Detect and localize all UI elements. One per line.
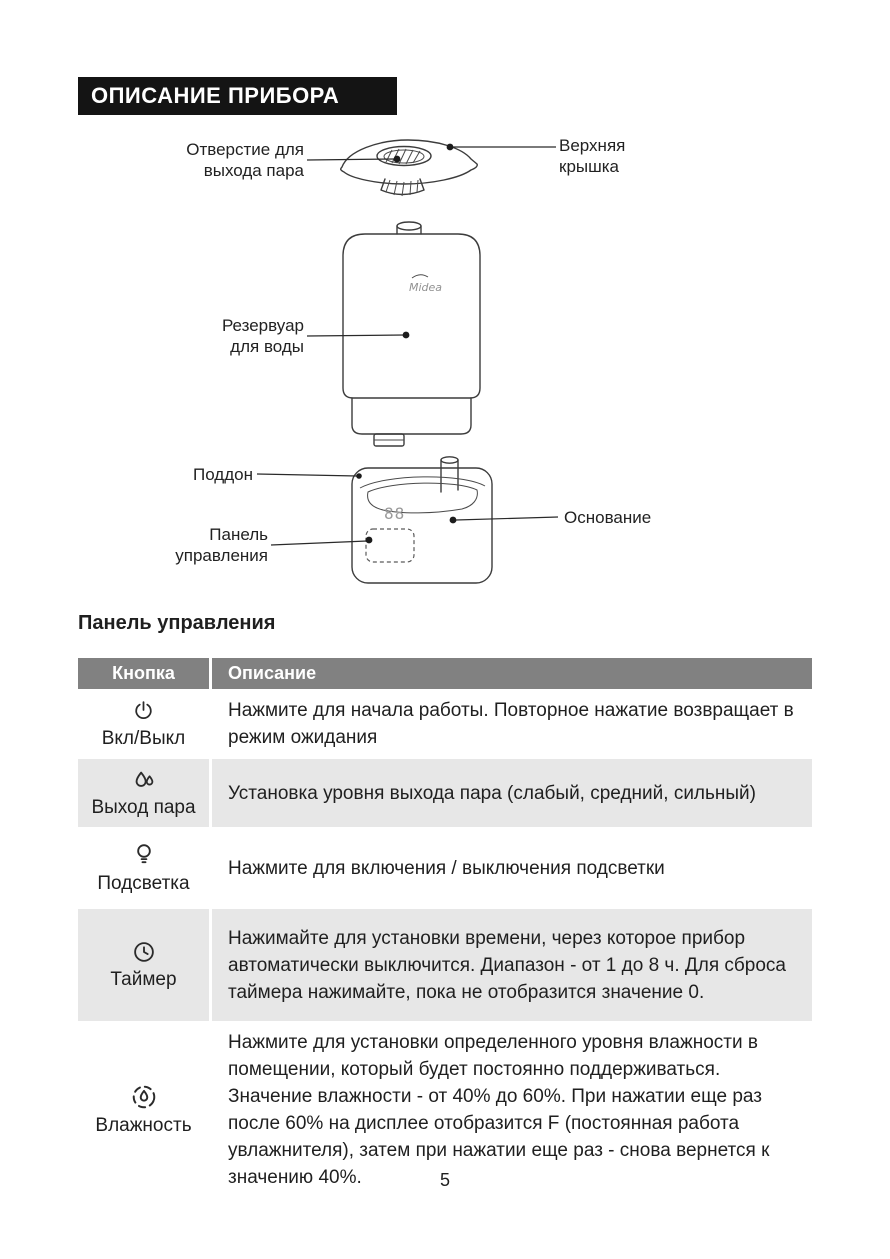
humidifier-illustration bbox=[0, 120, 890, 605]
button-label: Влажность bbox=[95, 1115, 192, 1136]
section-banner bbox=[78, 77, 397, 115]
steam-output-icon bbox=[130, 767, 157, 793]
button-description: Нажимайте для установки времени, через которое прибор автоматически выключится. Диапазон - от 1 до 8 ч. Для сброса таймера нажимайте, пока не отобразится значение 0. bbox=[228, 927, 786, 1003]
led-display: 88 bbox=[384, 504, 406, 523]
page-number: 5 bbox=[439, 1170, 450, 1190]
description-cell bbox=[212, 689, 812, 759]
section-title: Панель управления bbox=[78, 612, 276, 634]
power-icon bbox=[131, 699, 156, 724]
table-row bbox=[78, 909, 812, 1021]
table-row bbox=[78, 759, 812, 827]
device-diagram bbox=[0, 120, 890, 605]
timer-icon bbox=[131, 939, 157, 965]
button-label: Вкл/Выкл bbox=[101, 727, 186, 749]
label-steam-outlet: Отверстие для выхода пара bbox=[186, 140, 304, 180]
control-panel-area bbox=[366, 529, 414, 562]
water-tank-drawing bbox=[343, 222, 480, 446]
description-cell bbox=[212, 909, 812, 1021]
label-tray: Поддон bbox=[193, 465, 253, 484]
button-label: Таймер bbox=[110, 969, 177, 990]
table-header-row bbox=[78, 658, 812, 689]
button-cell bbox=[78, 759, 212, 827]
brand-logo: Midea bbox=[409, 281, 443, 294]
control-panel-table bbox=[78, 658, 812, 1199]
button-label: Выход пара bbox=[91, 797, 196, 818]
label-base: Основание bbox=[564, 508, 652, 527]
mist-tube bbox=[441, 457, 458, 463]
description-cell bbox=[212, 827, 812, 909]
button-cell bbox=[78, 827, 212, 909]
button-description: Нажмите для включения / выключения подсветки bbox=[228, 857, 665, 879]
light-icon bbox=[131, 841, 157, 869]
button-description: Нажмите для начала работы. Повторное нажатие возвращает в режим ожидания bbox=[228, 700, 794, 748]
table-row bbox=[78, 689, 812, 759]
button-description: Нажмите для установки определенного уровня влажности в помещении, который будет постоянно поддерживаться. Значение влажности - от 40% до 60%. При нажатии еще раз после 60% на дисплее отобразится F (постоянная работа увлажнителя), затем при нажатии еще раз - снова вернется к значению 40%. bbox=[228, 1032, 770, 1188]
button-label: Подсветка bbox=[97, 873, 190, 894]
col-header-button: Кнопка bbox=[78, 658, 212, 689]
label-control-panel: Панель управления bbox=[175, 525, 268, 565]
table-row bbox=[78, 827, 812, 909]
humidity-icon bbox=[130, 1083, 158, 1111]
col-header-description: Описание bbox=[228, 663, 317, 683]
button-description: Установка уровня выхода пара (слабый, средний, сильный) bbox=[228, 782, 757, 804]
label-top-cover: Верхняя крышка bbox=[559, 136, 626, 176]
label-water-tank: Резервуар для воды bbox=[221, 316, 304, 356]
button-cell bbox=[78, 689, 212, 759]
button-cell bbox=[78, 909, 212, 1021]
description-cell bbox=[212, 759, 812, 827]
banner-title: ОПИСАНИЕ ПРИБОРА bbox=[91, 83, 340, 108]
top-cover-drawing bbox=[341, 140, 478, 196]
